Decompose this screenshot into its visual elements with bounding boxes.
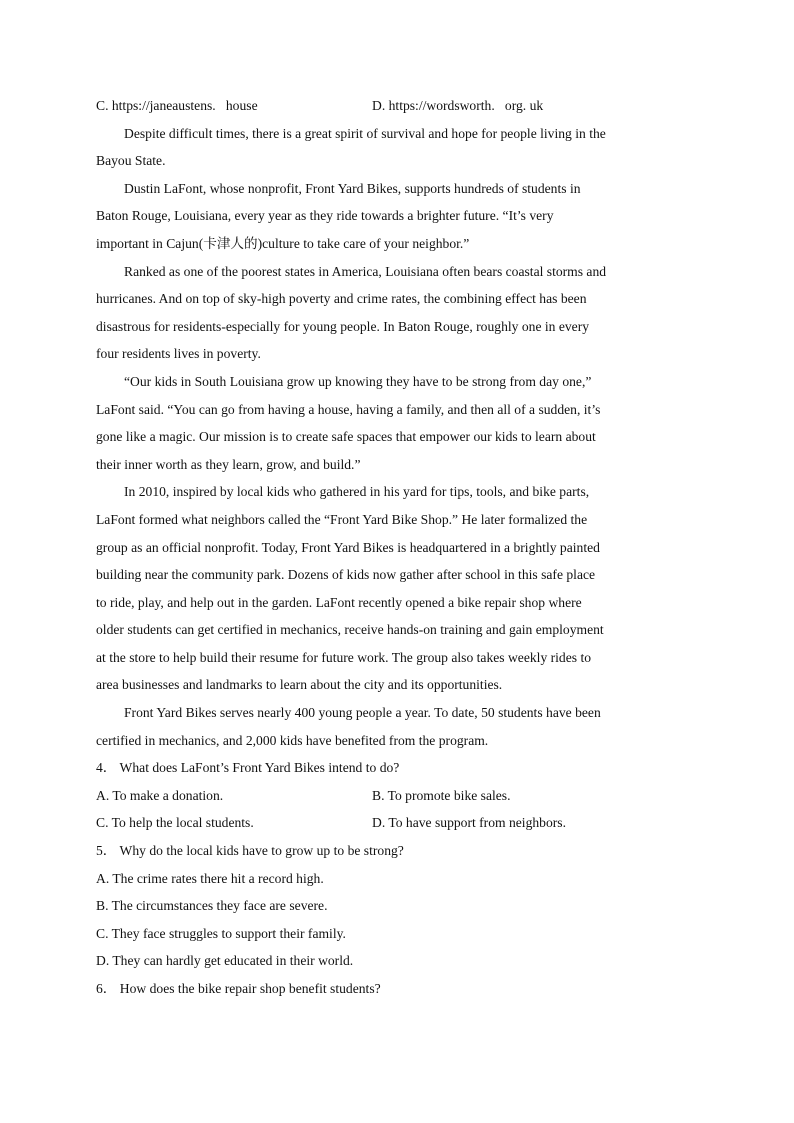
previous-question-options-row [96,92,696,120]
passage-line: gone like a magic. Our mission is to create safe spaces that empower our kids to learn about [96,429,596,445]
question-stem: 4． What does LaFont’s Front Yard Bikes intend to do? [96,760,400,776]
question-stem: 6． How does the bike repair shop benefit students? [96,981,381,996]
option-a: A. The crime rates there hit a record high. [96,870,324,886]
passage-line: certified in mechanics, and 2,000 kids have benefited from the program. [96,732,489,748]
passage-line: In 2010, inspired by local kids who gathered in his yard for tips, tools, and bike parts, [124,484,590,500]
option-d: D. https://wordsworth. org. uk [372,98,544,113]
option-d: D. They can hardly get educated in their world. [96,953,354,969]
option-c: C. They face struggles to support their family. [96,925,346,941]
option-c: C. To help the local students. [96,815,254,831]
passage-line: Ranked as one of the poorest states in America, Louisiana often bears coastal storms and [124,263,607,279]
passage-line: building near the community park. Dozens of kids now gather after school in this safe place [96,567,596,583]
option-b: B. To promote bike sales. [372,787,511,803]
option-b: B. The circumstances they face are severe. [96,898,328,914]
passage-line: at the store to help build their resume for future work. The group also takes weekly rides to [96,649,592,665]
passage-line: LaFont said. “You can go from having a house, having a family, and then all of a sudden, it’s [96,401,601,417]
passage-line: important in Cajun(卡津人的)culture to take care of your neighbor.” [96,235,470,251]
passage-line: “Our kids in South Louisiana grow up knowing they have to be strong from day one,” [124,373,592,389]
passage-line: Front Yard Bikes serves nearly 400 young people a year. To date, 50 students have been [124,705,601,721]
passage-line: group as an official nonprofit. Today, Front Yard Bikes is headquartered in a brightly painted [96,539,600,555]
passage-line: LaFont formed what neighbors called the “Front Yard Bike Shop.” He later formalized the [96,511,588,527]
question-4 [96,754,696,837]
passage-line: Bayou State. [96,153,166,169]
passage-line: Dustin LaFont, whose nonprofit, Front Yard Bikes, supports hundreds of students in [124,180,581,196]
passage-line: older students can get certified in mechanics, receive hands-on training and gain employment [96,622,604,638]
option-c: C. https://janeaustens. house [96,98,258,113]
option-a: A. To make a donation. [96,787,224,803]
reading-passage [96,120,696,755]
option-d: D. To have support from neighbors. [372,815,566,831]
document-page [96,92,696,1003]
passage-line: area businesses and landmarks to learn about the city and its opportunities. [96,677,503,693]
options-row [96,782,696,810]
passage-line: four residents lives in poverty. [96,346,261,362]
question-stem: 5． Why do the local kids have to grow up to be strong? [96,843,404,859]
passage-line: disastrous for residents-especially for young people. In Baton Rouge, roughly one in every [96,318,590,334]
options-row [96,809,696,837]
question-6 [96,975,696,1003]
passage-line: Baton Rouge, Louisiana, every year as they ride towards a brighter future. “It’s very [96,208,554,224]
passage-line: to ride, play, and help out in the garden. LaFont recently opened a bike repair shop where [96,594,582,610]
question-5 [96,837,696,975]
passage-line: their inner worth as they learn, grow, and build.” [96,456,361,472]
passage-line: hurricanes. And on top of sky-high poverty and crime rates, the combining effect has been [96,291,587,307]
passage-line: Despite difficult times, there is a great spirit of survival and hope for people living in the [124,125,606,141]
